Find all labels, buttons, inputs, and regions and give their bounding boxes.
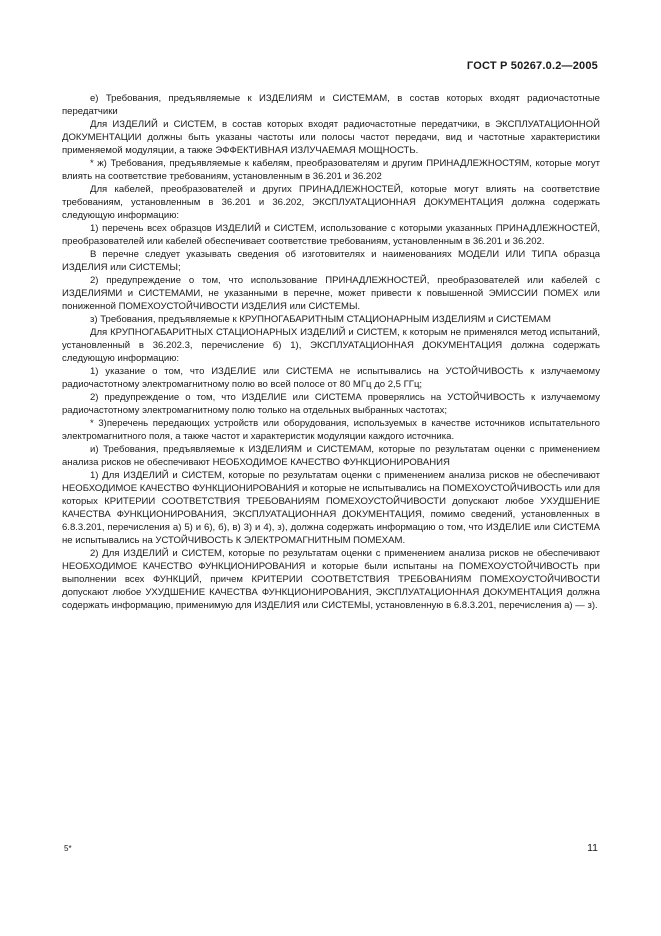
paragraph: 1) перечень всех образцов ИЗДЕЛИЙ и СИСТЕМ, использование с которыми указанных ПРИНАДЛЕЖНОСТЕЙ, преобразователей или кабелей обеспечивает соответствие требованиям, установленным в 36.201 и 36.202. bbox=[62, 223, 600, 247]
page-signature: 5* bbox=[64, 844, 72, 853]
paragraph: * 3)перечень передающих устройств или оборудования, используемых в качестве источников испытательного электромагнитного поля, а также частот и характеристик модуляции каждого источника. bbox=[62, 418, 600, 442]
paragraph: 2) предупреждение о том, что ИЗДЕЛИЕ или СИСТЕМА проверялись на УСТОЙЧИВОСТЬ к излучаемому радиочастотному электромагнитному полю только на отдельных выбранных частотах; bbox=[62, 392, 600, 416]
paragraph: 2) Для ИЗДЕЛИЙ и СИСТЕМ, которые по результатам оценки с применением анализа рисков не обеспечивают НЕОБХОДИМОЕ КАЧЕСТВО ФУНКЦИОНИРОВАНИЯ и которые были испытаны на ПОМЕХОУСТОЙЧИВОСТЬ при выполнении всех ФУНКЦИЙ, причем КРИТЕРИИ СООТВЕТСТВИЯ ТРЕБОВАНИЯМ ПОМЕХОУСТОЙЧИВОСТИ допускают любое УХУДШЕНИЕ КАЧЕСТВА ФУНКЦИОНИРОВАНИЯ, ЭКСПЛУАТАЦИОННАЯ ДОКУМЕНТАЦИЯ должна содержать информацию, применимую для ИЗДЕЛИЯ или СИСТЕМЫ, установленную в 6.8.3.201, перечисления а) — з). bbox=[62, 548, 600, 611]
document-body bbox=[62, 92, 600, 612]
paragraph: е) Требования, предъявляемые к ИЗДЕЛИЯМ и СИСТЕМАМ, в состав которых входят радиочастотные передатчики bbox=[62, 93, 600, 117]
paragraph: 1) Для ИЗДЕЛИЙ и СИСТЕМ, которые по результатам оценки с применением анализа рисков не обеспечивают НЕОБХОДИМОЕ КАЧЕСТВО ФУНКЦИОНИРОВАНИЯ и которые не испытывались на ПОМЕХОУСТОЙЧИВОСТЬ или для которых КРИТЕРИИ СООТВЕТСТВИЯ ТРЕБОВАНИЯМ ПОМЕХОУСТОЙЧИВОСТИ допускают любое УХУДШЕНИЕ КАЧЕСТВА ФУНКЦИОНИРОВАНИЯ, ЭКСПЛУАТАЦИОННАЯ ДОКУМЕНТАЦИЯ, помимо сведений, установленных в 6.8.3.201, перечисления а) 5) и 6), б), в) 3) и 4), з), должна содержать информацию о том, что ИЗДЕЛИЕ или СИСТЕМА не испытывались на УСТОЙЧИВОСТЬ К ЭЛЕКТРОМАГНИТНЫМ ПОМЕХАМ. bbox=[62, 470, 600, 546]
paragraph: 1) указание о том, что ИЗДЕЛИЕ или СИСТЕМА не испытывались на УСТОЙЧИВОСТЬ к излучаемому радиочастотному электромагнитному полю во всей полосе от 80 МГц до 2,5 ГГц; bbox=[62, 366, 600, 390]
paragraph: и) Требования, предъявляемые к ИЗДЕЛИЯМ и СИСТЕМАМ, которые по результатам оценки с применением анализа рисков не обеспечивают НЕОБХОДИМОЕ КАЧЕСТВО ФУНКЦИОНИРОВАНИЯ bbox=[62, 444, 600, 468]
standard-header: ГОСТ Р 50267.0.2—2005 bbox=[466, 60, 598, 72]
paragraph: * ж) Требования, предъявляемые к кабелям, преобразователям и другим ПРИНАДЛЕЖНОСТЯМ, которые могут влиять на соответствие требованиям, установленным в 36.201 и 36.202 bbox=[62, 158, 600, 182]
page-number: 11 bbox=[587, 842, 598, 854]
paragraph: Для КРУПНОГАБАРИТНЫХ СТАЦИОНАРНЫХ ИЗДЕЛИЙ и СИСТЕМ, к которым не применялся метод испытаний, установленный в 36.202.3, перечисление б) 1), ЭКСПЛУАТАЦИОННАЯ ДОКУМЕНТАЦИЯ должна содержать следующую информацию: bbox=[62, 327, 600, 364]
paragraph: В перечне следует указывать сведения об изготовителях и наименованиях МОДЕЛИ ИЛИ ТИПА образца ИЗДЕЛИЯ или СИСТЕМЫ; bbox=[62, 249, 600, 273]
paragraph: Для ИЗДЕЛИЙ и СИСТЕМ, в состав которых входят радиочастотные передатчики, в ЭКСПЛУАТАЦИОННОЙ ДОКУМЕНТАЦИИ должны быть указаны частоты или полосы частот передачи, вид и частотные характеристики применяемой модуляции, а также ЭФФЕКТИВНАЯ ИЗЛУЧАЕМАЯ МОЩНОСТЬ. bbox=[62, 119, 600, 156]
paragraph: Для кабелей, преобразователей и других ПРИНАДЛЕЖНОСТЕЙ, которые могут влиять на соответствие требованиям, установленным в 36.201 и 36.202, ЭКСПЛУАТАЦИОННАЯ ДОКУМЕНТАЦИЯ должна содержать следующую информацию: bbox=[62, 184, 600, 221]
paragraph: з) Требования, предъявляемые к КРУПНОГАБАРИТНЫМ СТАЦИОНАРНЫМ ИЗДЕЛИЯМ и СИСТЕМАМ bbox=[90, 314, 551, 325]
paragraph: 2) предупреждение о том, что использование ПРИНАДЛЕЖНОСТЕЙ, преобразователей или кабелей с ИЗДЕЛИЯМИ и СИСТЕМАМИ, не указанными в перечне, может привести к повышенной ЭМИССИИ ПОМЕХ или пониженной ПОМЕХОУСТОЙЧИВОСТИ ИЗДЕЛИЯ или СИСТЕМЫ. bbox=[62, 275, 600, 312]
